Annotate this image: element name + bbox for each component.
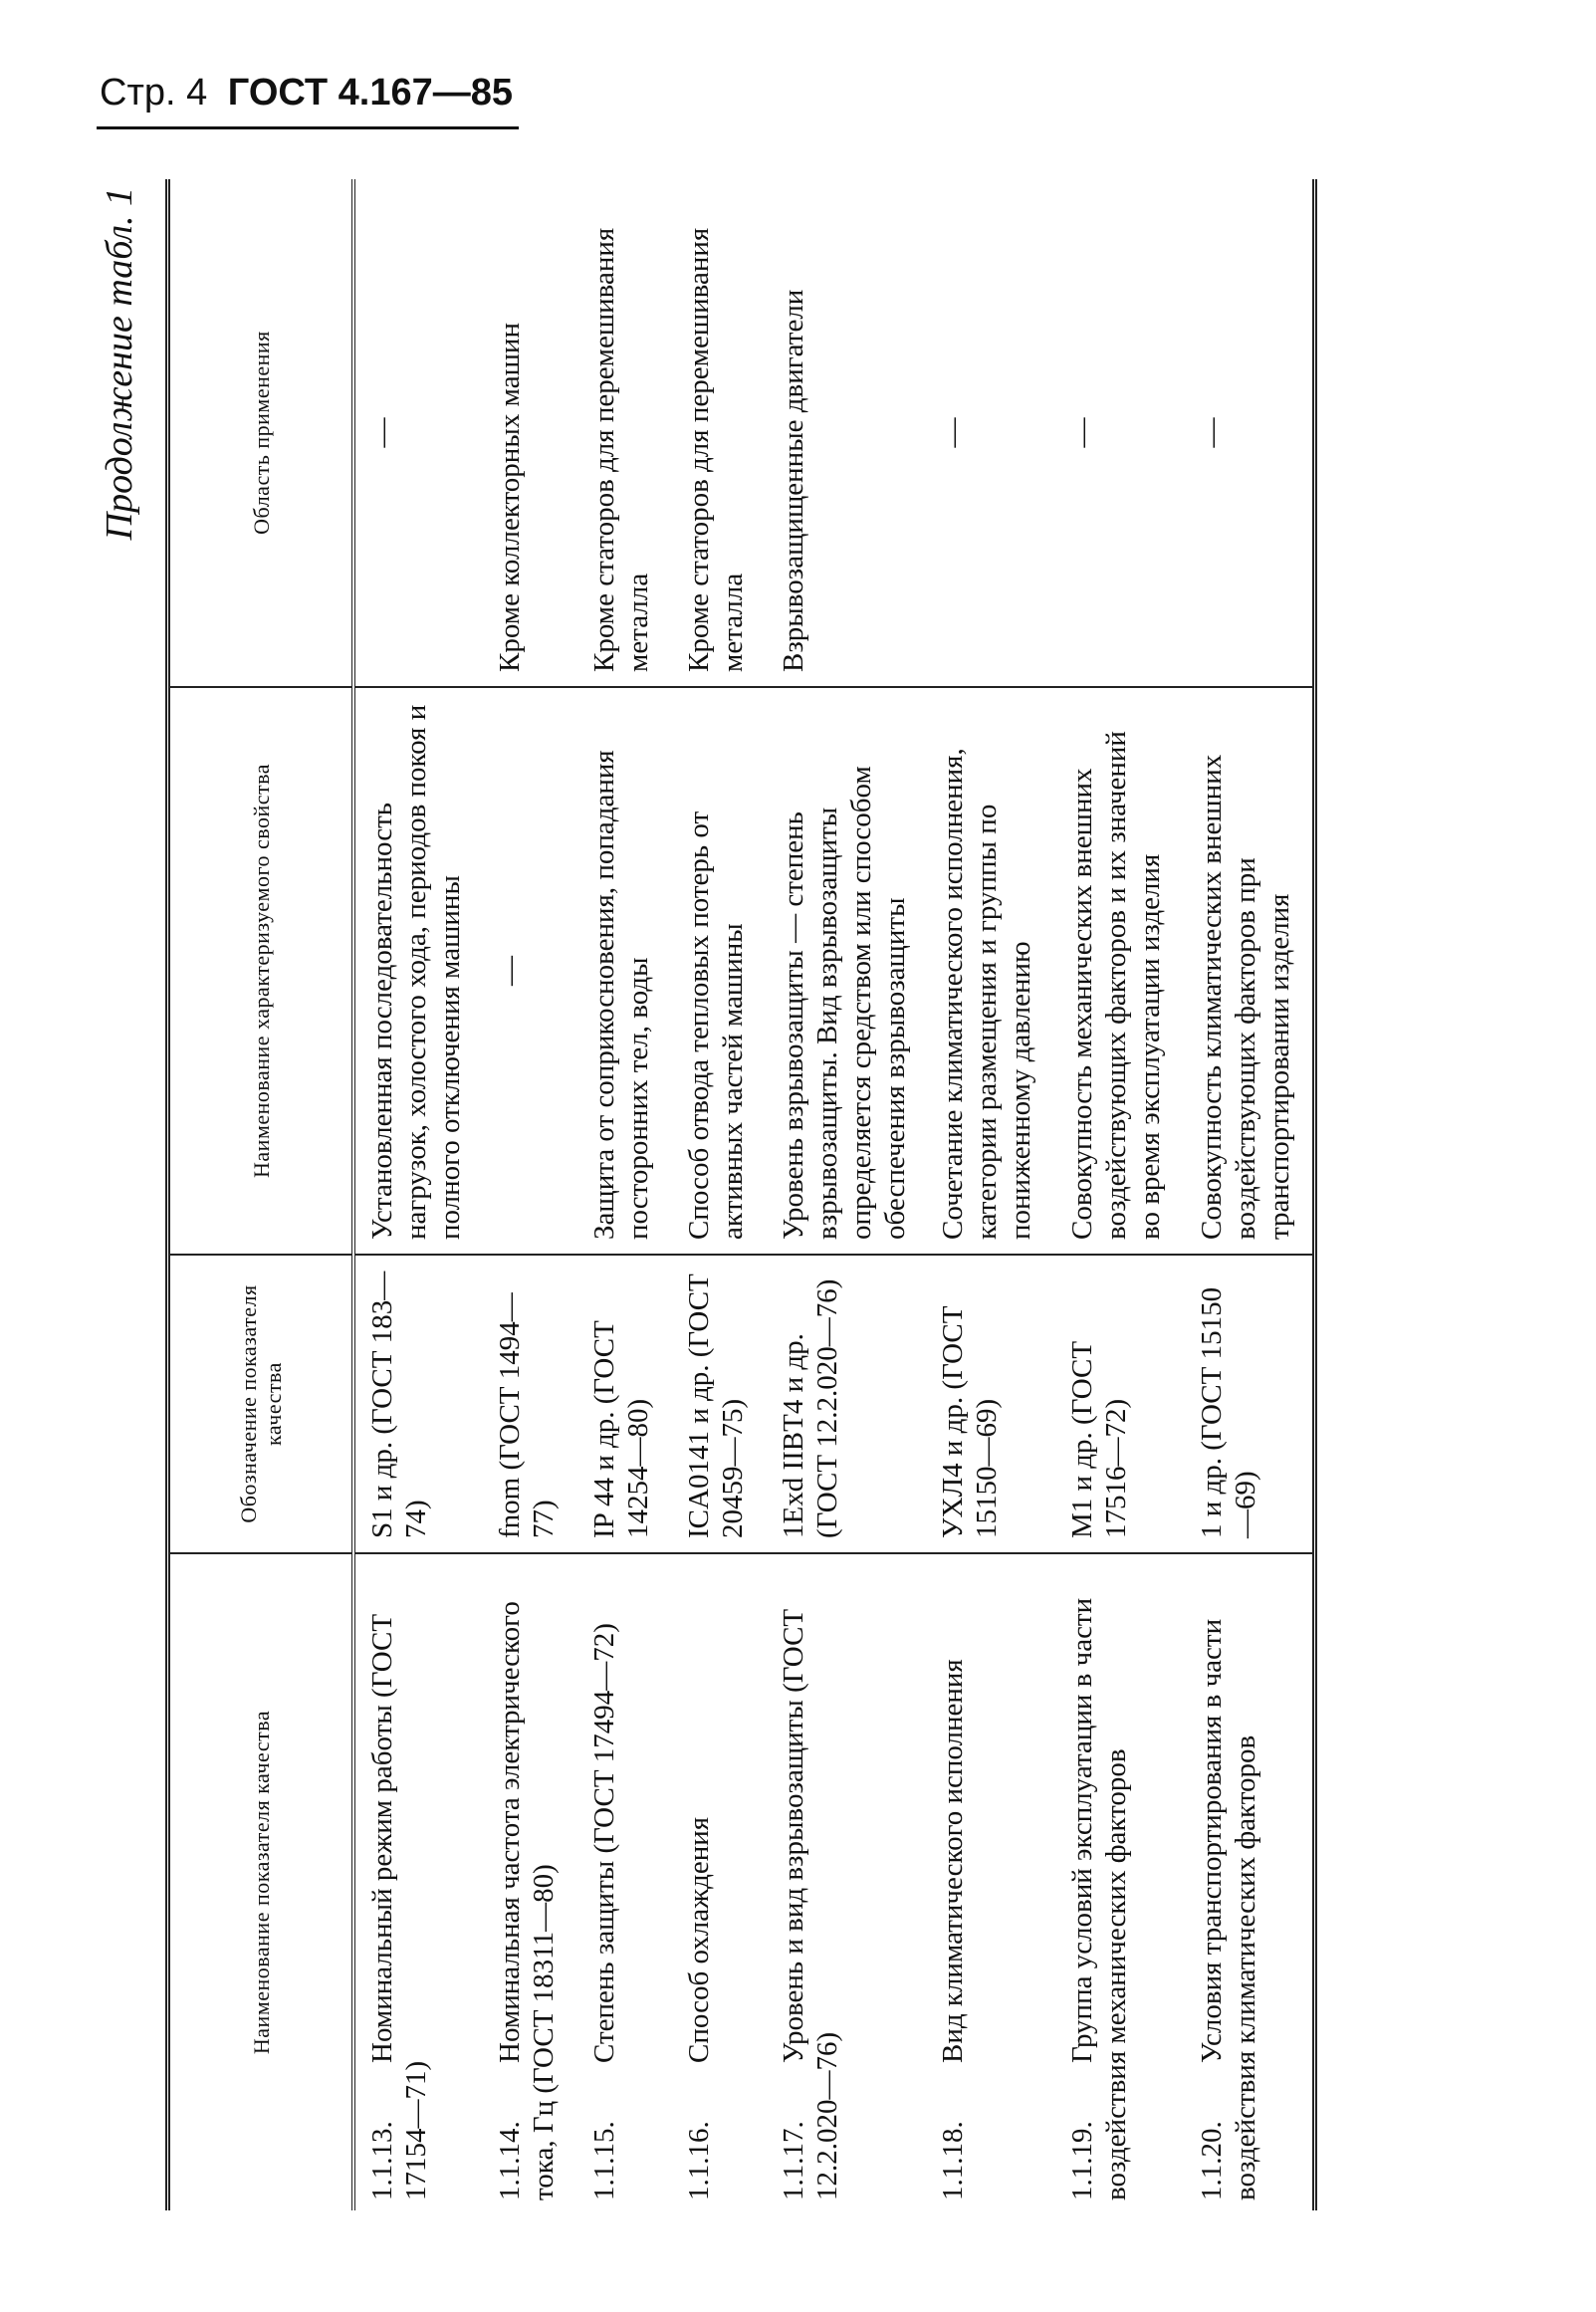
indicator-name: Вид климатического исполнения (937, 1659, 969, 2063)
row-number: 1.1.14. (494, 2121, 526, 2200)
designation-cell: УХЛ4 и др. (ГОСТ 15150—69) (926, 1255, 1055, 1553)
property-cell: — (483, 687, 577, 1255)
page-number: Стр. 4 (100, 72, 208, 114)
table-row (483, 179, 577, 2210)
table-row (577, 179, 672, 2210)
header-rule (97, 126, 519, 129)
property-cell: Совокупность климатических внешних воздействующих факторов при транспортировании изделия (1185, 687, 1314, 1255)
scope-cell: Взрывозащищенные двигатели (767, 179, 926, 687)
indicator-name-cell (767, 1553, 926, 2210)
scope-cell: Кроме статоров для перемешивания металла (577, 179, 672, 687)
column-header-indicator-name: Наименование показателя качества (168, 1553, 354, 2210)
column-header-scope: Область применения (168, 179, 354, 687)
property-cell: Защита от соприкосновения, попадания посторонних тел, воды (577, 687, 672, 1255)
indicator-name-cell (926, 1553, 1055, 2210)
scope-cell: — (926, 179, 1055, 687)
table-row (1185, 179, 1314, 2210)
property-cell: Уровень взрывозащиты — степень взрывозащиты. Вид взрывозащиты определяется средством или способом обеспечения взрывозащиты (767, 687, 926, 1255)
indicator-name: Номинальный режим работы (ГОСТ 17154—71) (366, 1613, 432, 2200)
row-number: 1.1.16. (683, 2121, 715, 2200)
row-number: 1.1.13. (366, 2121, 398, 2200)
table-row (926, 179, 1055, 2210)
indicator-name: Способ охлаждения (683, 1816, 715, 2063)
scope-cell: — (353, 179, 483, 687)
page-header (100, 72, 513, 115)
indicator-name: Уровень и вид взрывозащиты (ГОСТ 12.2.020—76) (778, 1608, 843, 2200)
table-header-row (168, 179, 354, 2210)
row-number: 1.1.17. (778, 2121, 809, 2200)
property-cell: Сочетание климатического исполнения, категории размещения и группы по пониженному давлению (926, 687, 1055, 1255)
indicator-name: Группа условий эксплуатации в части воздействия механических факторов (1066, 1597, 1132, 2200)
designation-cell: S1 и др. (ГОСТ 183—74) (353, 1255, 483, 1553)
indicator-name: Условия транспортирования в части воздействия климатических факторов (1196, 1618, 1261, 2200)
indicator-name-cell (577, 1553, 672, 2210)
indicator-name-cell (483, 1553, 577, 2210)
indicator-name-cell (672, 1553, 767, 2210)
column-header-property: Наименование характеризуемого свойства (168, 687, 354, 1255)
quality-indicators-table (165, 179, 1317, 2210)
indicator-name: Степень защиты (ГОСТ 17494—72) (588, 1623, 620, 2063)
scope-cell: — (1055, 179, 1185, 687)
table-continuation-label: Продолжение табл. 1 (99, 187, 140, 541)
indicator-name: Номинальная частота электрического тока, Гц (ГОСТ 18311—80) (494, 1601, 560, 2200)
table-row (1055, 179, 1185, 2210)
designation-cell: 1Exd IIBT4 и др. (ГОСТ 12.2.020—76) (767, 1255, 926, 1553)
rotated-table-page (90, 179, 1464, 2210)
table-row (767, 179, 926, 2210)
standard-code: ГОСТ 4.167—85 (227, 72, 514, 114)
scope-cell: Кроме коллекторных машин (483, 179, 577, 687)
property-cell: Установленная последовательность нагрузок, холостого хода, периодов покоя и полного отключения машины (353, 687, 483, 1255)
scope-cell: — (1185, 179, 1314, 687)
table-row (353, 179, 483, 2210)
designation-cell: fnom (ГОСТ 1494—77) (483, 1255, 577, 1553)
table-row (672, 179, 767, 2210)
scope-cell: Кроме статоров для перемешивания металла (672, 179, 767, 687)
designation-cell: ICA0141 и др. (ГОСТ 20459—75) (672, 1255, 767, 1553)
indicator-name-cell (353, 1553, 483, 2210)
row-number: 1.1.18. (937, 2121, 969, 2200)
property-cell: Совокупность механических внешних воздействующих факторов и их значений во время эксплуатации изделия (1055, 687, 1185, 1255)
row-number: 1.1.19. (1066, 2121, 1098, 2200)
indicator-name-cell (1055, 1553, 1185, 2210)
designation-cell: 1 и др. (ГОСТ 15150—69) (1185, 1255, 1314, 1553)
column-header-designation: Обозначение показателя качества (168, 1255, 354, 1553)
designation-cell: М1 и др. (ГОСТ 17516—72) (1055, 1255, 1185, 1553)
row-number: 1.1.20. (1196, 2121, 1228, 2200)
property-cell: Способ отвода тепловых потерь от активных частей машины (672, 687, 767, 1255)
indicator-name-cell (1185, 1553, 1314, 2210)
designation-cell: IP 44 и др. (ГОСТ 14254—80) (577, 1255, 672, 1553)
row-number: 1.1.15. (588, 2121, 620, 2200)
